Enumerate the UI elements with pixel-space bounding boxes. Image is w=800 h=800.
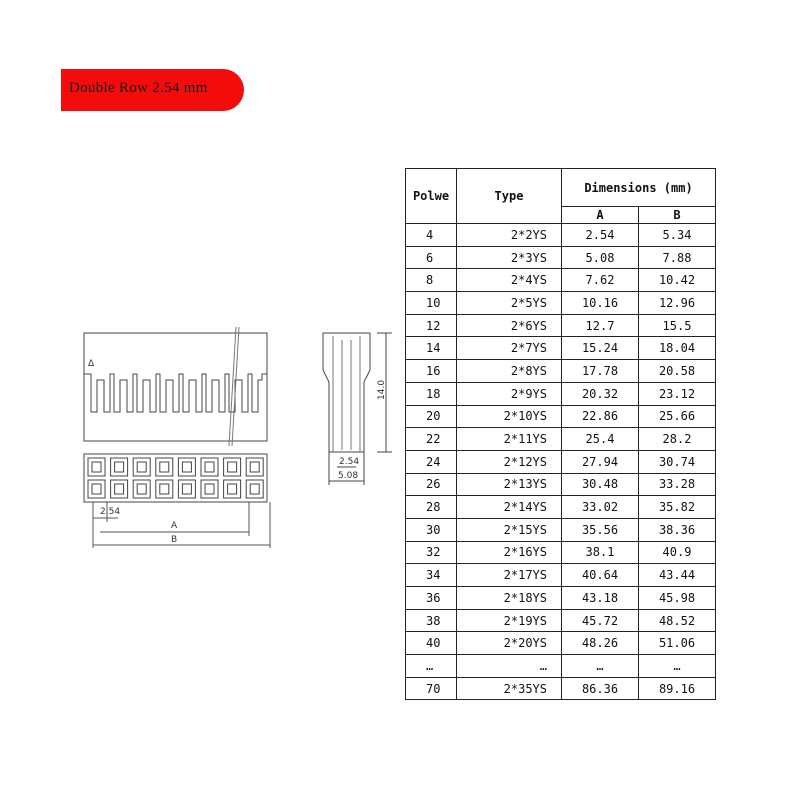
polarity-mark: Δ	[88, 359, 95, 369]
cell-a: …	[562, 655, 639, 678]
cell-b: 40.9	[639, 541, 716, 564]
contact-hole	[250, 462, 259, 472]
dimension-a-label: A	[171, 521, 178, 531]
table-row	[406, 632, 716, 655]
dimension-table	[405, 168, 716, 700]
cell-b: 18.04	[639, 337, 716, 360]
title-badge-text: Double Row 2.54 mm	[69, 80, 208, 96]
table-row	[406, 496, 716, 519]
cell-a: 33.02	[562, 496, 639, 519]
cell-b: 12.96	[639, 292, 716, 315]
contact-hole	[160, 484, 169, 494]
contact-cell	[133, 458, 150, 476]
cell-polwe: 38	[406, 609, 457, 632]
cell-polwe: 18	[406, 382, 457, 405]
contact-cell	[156, 480, 173, 498]
cell-polwe: 22	[406, 428, 457, 451]
table-row	[406, 314, 716, 337]
table-row	[406, 405, 716, 428]
table-row	[406, 224, 716, 247]
contact-cell	[178, 458, 195, 476]
cell-a: 40.64	[562, 564, 639, 587]
contact-cell	[224, 458, 241, 476]
cell-type: 2*6YS	[457, 314, 562, 337]
cell-polwe: 4	[406, 224, 457, 247]
side-width-label: 5.08	[338, 471, 359, 481]
cell-b: …	[639, 655, 716, 678]
cell-polwe: 10	[406, 292, 457, 315]
contact-cell	[224, 480, 241, 498]
cell-type: 2*14YS	[457, 496, 562, 519]
cell-b: 10.42	[639, 269, 716, 292]
cell-b: 38.36	[639, 518, 716, 541]
cell-polwe: 6	[406, 246, 457, 269]
contact-cell	[88, 480, 105, 498]
table-row	[406, 337, 716, 360]
cell-b: 89.16	[639, 677, 716, 700]
table-row	[406, 450, 716, 473]
contact-hole	[205, 462, 214, 472]
header-polwe: Polwe	[406, 169, 457, 224]
contact-hole	[137, 462, 146, 472]
contact-hole	[228, 462, 237, 472]
contact-cell	[111, 458, 128, 476]
table-row	[406, 655, 716, 678]
header-a: A	[562, 207, 639, 224]
contact-cell	[201, 458, 218, 476]
cell-b: 30.74	[639, 450, 716, 473]
cell-type: 2*12YS	[457, 450, 562, 473]
cell-b: 15.5	[639, 314, 716, 337]
cell-a: 7.62	[562, 269, 639, 292]
height-dimension-label: 14.0	[377, 379, 387, 400]
cell-polwe: 34	[406, 564, 457, 587]
cell-a: 86.36	[562, 677, 639, 700]
cell-type: 2*16YS	[457, 541, 562, 564]
cell-type: 2*3YS	[457, 246, 562, 269]
cell-b: 33.28	[639, 473, 716, 496]
contact-cell	[201, 480, 218, 498]
cell-a: 38.1	[562, 541, 639, 564]
contact-cell	[246, 458, 263, 476]
cell-type: 2*11YS	[457, 428, 562, 451]
cell-type: 2*10YS	[457, 405, 562, 428]
contact-hole	[182, 484, 191, 494]
cell-type: 2*4YS	[457, 269, 562, 292]
cell-polwe: 14	[406, 337, 457, 360]
cell-a: 17.78	[562, 360, 639, 383]
side-pitch-label: 2.54	[339, 457, 360, 467]
cell-polwe: 8	[406, 269, 457, 292]
table-row	[406, 428, 716, 451]
cell-type: …	[457, 655, 562, 678]
cell-type: 2*7YS	[457, 337, 562, 360]
cell-type: 2*35YS	[457, 677, 562, 700]
table-row	[406, 564, 716, 587]
header-b: B	[639, 207, 716, 224]
header-type: Type	[457, 169, 562, 224]
cell-polwe: 32	[406, 541, 457, 564]
contact-hole	[205, 484, 214, 494]
cell-b: 51.06	[639, 632, 716, 655]
table-row	[406, 292, 716, 315]
front-view-bottom	[84, 454, 267, 502]
cell-b: 48.52	[639, 609, 716, 632]
cell-b: 28.2	[639, 428, 716, 451]
table-row	[406, 360, 716, 383]
cell-b: 25.66	[639, 405, 716, 428]
cell-polwe: 20	[406, 405, 457, 428]
contact-hole	[92, 484, 101, 494]
front-view-top	[84, 327, 267, 446]
cell-a: 22.86	[562, 405, 639, 428]
cell-type: 2*2YS	[457, 224, 562, 247]
cell-b: 5.34	[639, 224, 716, 247]
cell-a: 35.56	[562, 518, 639, 541]
cell-type: 2*19YS	[457, 609, 562, 632]
cell-polwe: 36	[406, 587, 457, 610]
cell-a: 48.26	[562, 632, 639, 655]
cell-a: 27.94	[562, 450, 639, 473]
contact-hole	[160, 462, 169, 472]
cell-polwe: 70	[406, 677, 457, 700]
table-row	[406, 246, 716, 269]
cell-polwe: 12	[406, 314, 457, 337]
contact-cell	[178, 480, 195, 498]
cell-b: 23.12	[639, 382, 716, 405]
pitch-dimension-label: 2.54	[100, 507, 121, 517]
cell-a: 45.72	[562, 609, 639, 632]
dimension-b-label: B	[171, 535, 178, 545]
header-dimensions: Dimensions (mm)	[562, 169, 716, 207]
contact-hole	[115, 462, 124, 472]
cell-polwe: 24	[406, 450, 457, 473]
cell-a: 20.32	[562, 382, 639, 405]
cell-polwe: 28	[406, 496, 457, 519]
table-row	[406, 269, 716, 292]
cell-type: 2*5YS	[457, 292, 562, 315]
cell-a: 25.4	[562, 428, 639, 451]
cell-a: 15.24	[562, 337, 639, 360]
cell-b: 35.82	[639, 496, 716, 519]
cell-a: 12.7	[562, 314, 639, 337]
contact-cell	[246, 480, 263, 498]
cell-polwe: 30	[406, 518, 457, 541]
contact-cell	[88, 458, 105, 476]
cell-a: 10.16	[562, 292, 639, 315]
cell-a: 5.08	[562, 246, 639, 269]
cell-polwe: …	[406, 655, 457, 678]
table-row	[406, 382, 716, 405]
table-row	[406, 609, 716, 632]
cell-polwe: 26	[406, 473, 457, 496]
contact-cell	[111, 480, 128, 498]
cell-b: 43.44	[639, 564, 716, 587]
cell-type: 2*18YS	[457, 587, 562, 610]
contact-hole	[250, 484, 259, 494]
cell-type: 2*9YS	[457, 382, 562, 405]
table-row	[406, 473, 716, 496]
cell-b: 20.58	[639, 360, 716, 383]
contact-hole	[92, 462, 101, 472]
table-row	[406, 677, 716, 700]
cell-polwe: 16	[406, 360, 457, 383]
contact-hole	[228, 484, 237, 494]
contact-hole	[137, 484, 146, 494]
cell-type: 2*15YS	[457, 518, 562, 541]
contact-cell	[133, 480, 150, 498]
cell-b: 45.98	[639, 587, 716, 610]
contact-hole	[182, 462, 191, 472]
table-row	[406, 541, 716, 564]
table-row	[406, 518, 716, 541]
cell-a: 2.54	[562, 224, 639, 247]
table-row	[406, 587, 716, 610]
contact-hole	[115, 484, 124, 494]
cell-a: 43.18	[562, 587, 639, 610]
cell-type: 2*8YS	[457, 360, 562, 383]
cell-type: 2*17YS	[457, 564, 562, 587]
cell-a: 30.48	[562, 473, 639, 496]
cell-b: 7.88	[639, 246, 716, 269]
contact-cell	[156, 458, 173, 476]
cell-polwe: 40	[406, 632, 457, 655]
cell-type: 2*20YS	[457, 632, 562, 655]
cell-type: 2*13YS	[457, 473, 562, 496]
